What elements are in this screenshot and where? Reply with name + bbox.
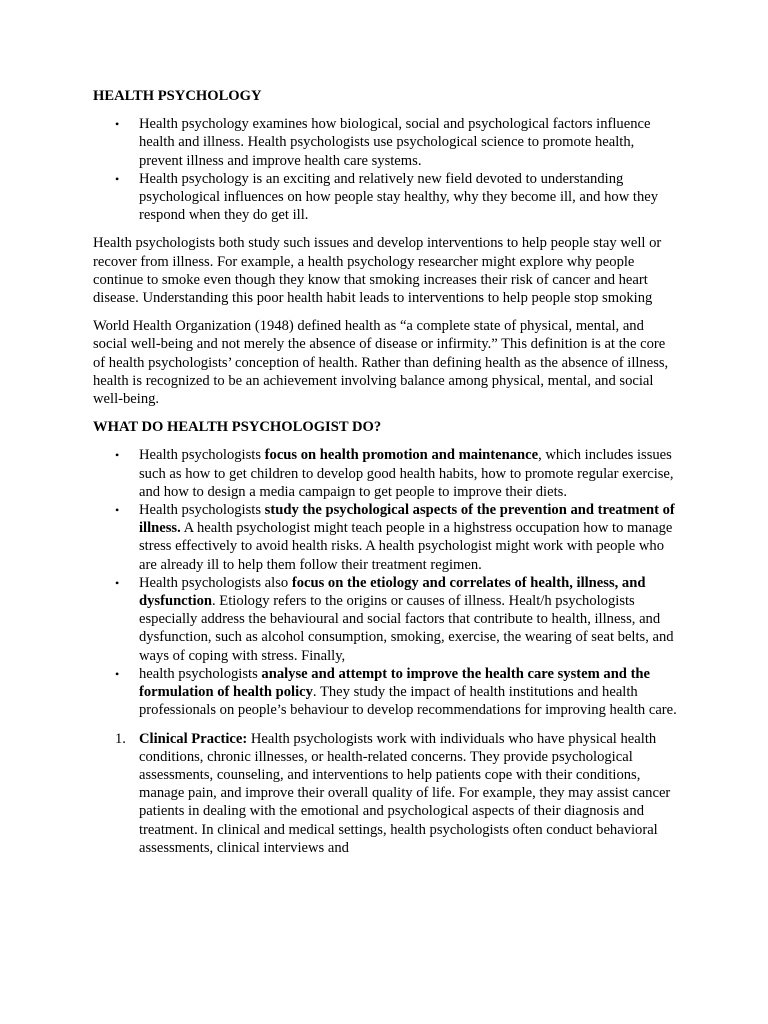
list-number: 1. [115, 730, 126, 747]
list-item-lead: Health psychologists also [139, 574, 292, 591]
list-item [93, 170, 678, 225]
list-item-text: Health psychology examines how biological, social and psychological factors influence health and illness. Health psychologists use psychological science to promote health, prevent illness and improve health care systems. [139, 116, 651, 169]
roles-bullet-list [93, 446, 678, 719]
list-item [93, 446, 678, 501]
bullet-icon: • [115, 503, 120, 518]
document-title: HEALTH PSYCHOLOGY [93, 88, 262, 104]
list-item-text: Health psychology is an exciting and relatively new field devoted to understanding psychological influences on how people stay healthy, why they become ill, and how they respond when they do get ill. [139, 170, 659, 224]
bullet-icon: • [115, 171, 120, 186]
list-item [93, 115, 678, 170]
list-item-emphasis: focus on the etiology and correlates of health, illness, and dysfunction [139, 574, 646, 610]
list-item-lead: health psychologists [139, 665, 262, 682]
list-item-emphasis: analyse and attempt to improve the health care system and the formulation of health policy [139, 665, 651, 701]
list-item-emphasis: study the psychological aspects of the prevention and treatment of illness. [139, 502, 675, 537]
list-item-rest: . They study the impact of health institutions and health professionals on people’s behaviour to develop recommendations for improving health care. [139, 684, 677, 719]
bullet-icon: • [115, 448, 120, 463]
bullet-icon: • [115, 575, 120, 590]
list-item-rest: . Etiology refers to the origins or causes of illness. Healt/h psychologists especially address the behavioural and social factors that contribute to health, illness, and dysfunction, such as alcohol consumption, smoking, exercise, the wearing of seat belts, and ways of coping with stress. Finally, [139, 593, 674, 664]
document-page [93, 87, 678, 857]
paragraph-who-definition: World Health Organization (1948) defined health as “a complete state of physical, mental, and social well-being and not merely the absence of disease or infirmity.” This definition is at the core of health psychologists’ conception of health. Rather than defining health as the absence of illness, health is recognized to be an achievement involving balance among physical, mental, and social well-being. [93, 318, 669, 408]
bullet-icon: • [115, 117, 120, 132]
list-item-text: Health psychologists work with individuals who have physical health conditions, chronic illnesses, or health-related concerns. They provide psychological assessments, counseling, and interventions to help patients cope with their conditions, manage pain, and improve their overall quality of life. For example, they may assist cancer patients in dealing with the emotional and psychological aspects of their diagnosis and treatment. In clinical and medical settings, health psychologists often conduct behavioral assessments, clinical interviews and [139, 730, 671, 856]
numbered-list [93, 730, 678, 857]
paragraph-interventions: Health psychologists both study such issues and develop interventions to help people stay well or recover from illness. For example, a health psychology researcher might explore why people continue to smoke even though they know that smoking increases their risk of cancer and heart disease. Understanding this poor health habit leads to interventions to help people stop smoking [93, 235, 662, 307]
list-item [93, 574, 678, 665]
list-item-rest: , which includes issues such as how to get children to develop good health habits, how to promote regular exercise, and how to design a media campaign to get people to improve their diets. [139, 447, 674, 500]
list-item [93, 730, 678, 857]
list-item [93, 665, 678, 720]
intro-bullet-list [93, 115, 678, 224]
list-item-lead: Health psychologists [139, 502, 265, 519]
list-item [93, 501, 678, 574]
list-item-rest: A health psychologist might teach people in a highstress occupation how to manage stress effectively to avoid health risks. A health psychologist might work with people who are already ill to help them follow their treatment regimen. [139, 520, 673, 573]
list-item-lead: Health psychologists [139, 447, 265, 464]
list-item-emphasis: focus on health promotion and maintenance [264, 447, 539, 464]
bullet-icon: • [115, 666, 120, 681]
section-heading: WHAT DO HEALTH PSYCHOLOGIST DO? [93, 419, 382, 436]
list-item-emphasis: Clinical Practice: [139, 730, 248, 747]
